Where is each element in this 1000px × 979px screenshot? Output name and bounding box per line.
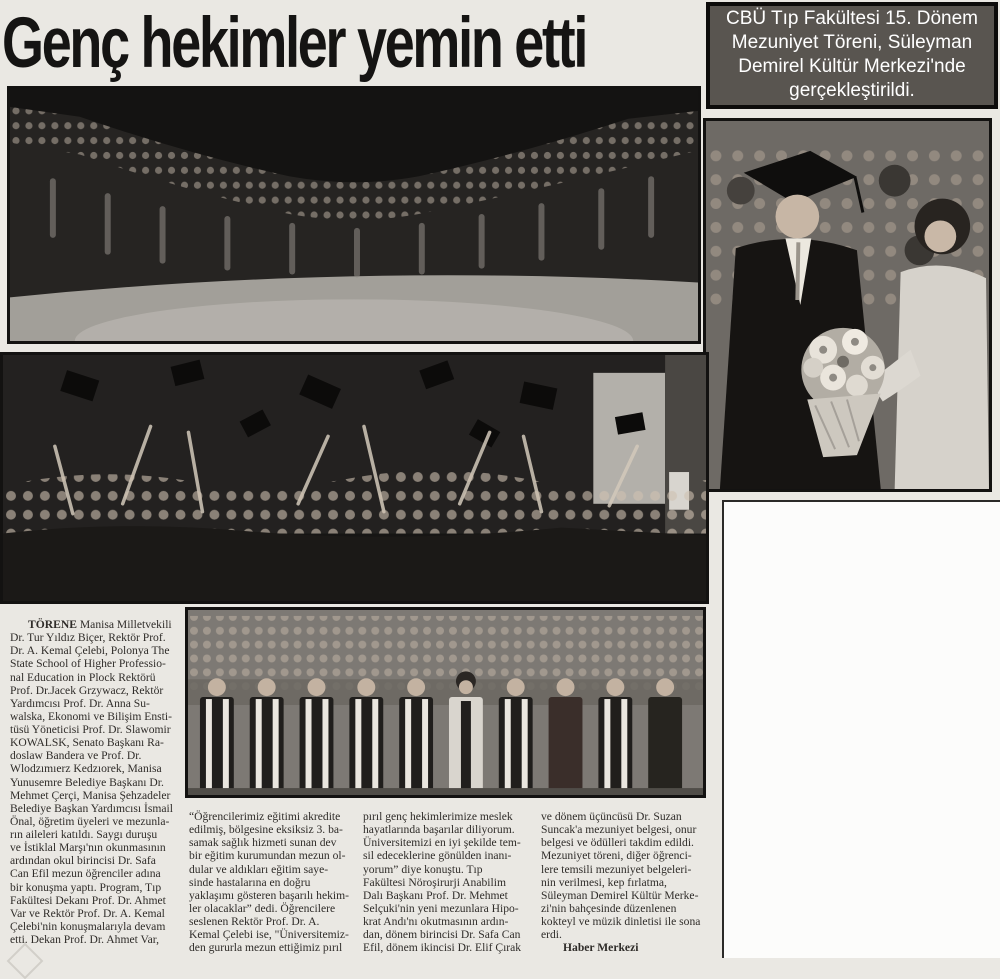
text-line: Prof. Dr.Jacek Grzywacz, Rektör bbox=[10, 683, 164, 697]
column-2-text bbox=[189, 810, 361, 954]
column-1-text bbox=[10, 631, 186, 946]
text-line: Var ve Rektör Prof. Dr. A. Kemal bbox=[10, 906, 165, 920]
text-line: Suncak'a mezuniyet belgesi, onur bbox=[541, 823, 697, 837]
text-line: doslaw Bandera ve Prof. Dr. bbox=[10, 749, 142, 763]
article-column-1 bbox=[10, 618, 186, 946]
flower-presentation-photo bbox=[703, 118, 992, 492]
text-line: “Öğrencilerimiz eğitimi akredite bbox=[189, 810, 341, 823]
text-line: edilmiş, bölgesine eksiksiz 3. ba- bbox=[189, 823, 343, 837]
text-line: bir eğitim kurumundan mezun ol- bbox=[189, 849, 346, 863]
text-line: Dr. Tur Yıldız Biçer, Rektör Prof. bbox=[10, 631, 166, 645]
text-line: Efil, dönem ikincisi Dr. Elif Çırak bbox=[363, 941, 522, 955]
text-line: seslenen Rektör Prof. Dr. A. bbox=[189, 915, 320, 928]
text-line: ler olacaklar” dedi. Öğrencilere bbox=[189, 901, 336, 915]
text-line: yorum” diye konuştu. Tıp bbox=[363, 862, 483, 876]
text-line: Yardımcısı Prof. Dr. Anna Su- bbox=[10, 696, 150, 710]
article-lead-line bbox=[10, 618, 186, 631]
text-line: ardından okul birincisi Dr. Safa bbox=[10, 854, 156, 868]
flower-presentation-illustration bbox=[706, 121, 989, 489]
text-line: gerçekleştirildi. bbox=[789, 80, 915, 101]
text-line: Can Efil mezun öğrenciler adına bbox=[10, 867, 161, 881]
text-line: den gururla mezun ettiğimiz pırıl bbox=[189, 941, 343, 955]
text-line: samak sağlık hizmeti sunan dev bbox=[189, 836, 337, 850]
column-4-text bbox=[541, 810, 719, 941]
text-line: erdi. bbox=[541, 928, 562, 942]
text-line: Mezuniyet töreni, diğer öğrenci- bbox=[541, 849, 692, 863]
text-line: sinde hastalarına en doğru bbox=[189, 875, 311, 889]
stage-group-photo bbox=[7, 86, 701, 344]
text-line: dular ve aldıkları eğitim saye- bbox=[189, 862, 329, 876]
cap-toss-photo bbox=[0, 352, 709, 604]
text-line: belgesi ve ödülleri takdim edildi. bbox=[541, 836, 694, 850]
text-line: nin verilmesi, kep fırlatma, bbox=[541, 875, 667, 889]
info-box bbox=[706, 2, 998, 109]
text-line: sil edeceklerine gönülden inanı- bbox=[363, 849, 512, 863]
text-line: ve dönem üçüncüsü Dr. Suzan bbox=[541, 810, 682, 823]
text-line: Dr. A. Kemal Çelebi, Polonya The bbox=[10, 644, 170, 658]
text-line: nal Education in Plock Rektörü bbox=[10, 670, 156, 684]
faculty-group-photo bbox=[185, 607, 706, 798]
text-line: etti. Dekan Prof. Dr. Ahmet Var, bbox=[10, 933, 160, 946]
text-line: Üniversitemizi en iyi şekilde tem- bbox=[363, 836, 521, 850]
column-3-text bbox=[363, 810, 541, 954]
text-line: Süleyman Demirel Kültür Merke- bbox=[541, 888, 699, 902]
text-line: Fakültesi Nöroşirurji Anabilim bbox=[363, 875, 506, 889]
text-line: bir konuşma yaptı. Program, Tıp bbox=[10, 880, 162, 894]
text-line: State School of Higher Professio- bbox=[10, 657, 166, 671]
stage-group-photo-illustration bbox=[10, 89, 698, 341]
byline: Haber Merkezi bbox=[563, 941, 639, 955]
info-box-text bbox=[710, 7, 994, 103]
faculty-group-illustration bbox=[188, 610, 703, 795]
text-line: Wlodzımıerz Kedzıorek, Manisa bbox=[10, 762, 162, 776]
text-line: Çelebi'nin konuşmalarıyla devam bbox=[10, 919, 166, 933]
text-line: krat Andı'nı okutmasının ardın- bbox=[363, 915, 509, 928]
text-line: pırıl genç hekimlerimize meslek bbox=[363, 810, 513, 823]
headline: Genç hekimler yemin etti bbox=[2, 4, 587, 83]
cap-toss-illustration bbox=[3, 355, 706, 601]
blank-cutout-box bbox=[722, 500, 1000, 958]
text-line: Selçuki'nin yeni mezunlara Hipo- bbox=[363, 901, 519, 915]
text-line: zi'nin bahçesinde düzenlenen bbox=[541, 901, 677, 915]
text-line: Dalı Başkanı Prof. Dr. Mehmet bbox=[363, 888, 508, 902]
article-column-3 bbox=[363, 810, 541, 954]
text-line: Belediye Başkan Yardımcısı İsmail bbox=[10, 801, 173, 815]
text-line: ve İstiklal Marşı'nın okunmasının bbox=[10, 841, 166, 855]
text-line: lere temsili mezuniyet belgeleri- bbox=[541, 862, 692, 876]
text-line: walska, Ekonomi ve Bilişim Ensti- bbox=[10, 709, 172, 723]
text-line: tüsü Yöneticisi Prof. Dr. Slawomir bbox=[10, 723, 171, 736]
text-line: KOWALSK, Senato Başkanı Ra- bbox=[10, 736, 164, 750]
text-line: rın aileleri katıldı. Saygı duruşu bbox=[10, 828, 158, 841]
text-line: Kemal Çelebi ise, "Üniversitemiz- bbox=[189, 928, 349, 942]
text-line: Fakültesi Dekanı Prof. Dr. Ahmet bbox=[10, 893, 166, 907]
text-line: CBÜ Tıp Fakültesi 15. Dönem bbox=[725, 8, 979, 29]
text-line: Önal, öğretim üyeleri ve mezunla- bbox=[10, 814, 170, 828]
text-line: Mezuniyet Töreni, Süleyman bbox=[731, 32, 973, 53]
text-line: Mehmet Çerçi, Manisa Şehzadeler bbox=[10, 788, 171, 802]
article-column-4 bbox=[541, 810, 719, 954]
text-line: Demirel Kültür Merkezi'nde bbox=[738, 56, 966, 77]
text-line: hayatlarında başarılar diliyorum. bbox=[363, 823, 515, 837]
text-line: yaklaşımı gösteren başarılı hekim- bbox=[189, 888, 350, 902]
text-line: dan, dönem birincisi Dr. Safa Can bbox=[363, 928, 521, 942]
lead-line-rest: Manisa Milletvekili bbox=[76, 618, 172, 631]
text-line: Yunusemre Belediye Başkanı Dr. bbox=[10, 775, 164, 789]
text-line: kokteyl ve müzik dinletisi ile sona bbox=[541, 915, 701, 928]
lead-word: TÖRENE bbox=[28, 618, 77, 631]
article-column-2 bbox=[189, 810, 361, 954]
